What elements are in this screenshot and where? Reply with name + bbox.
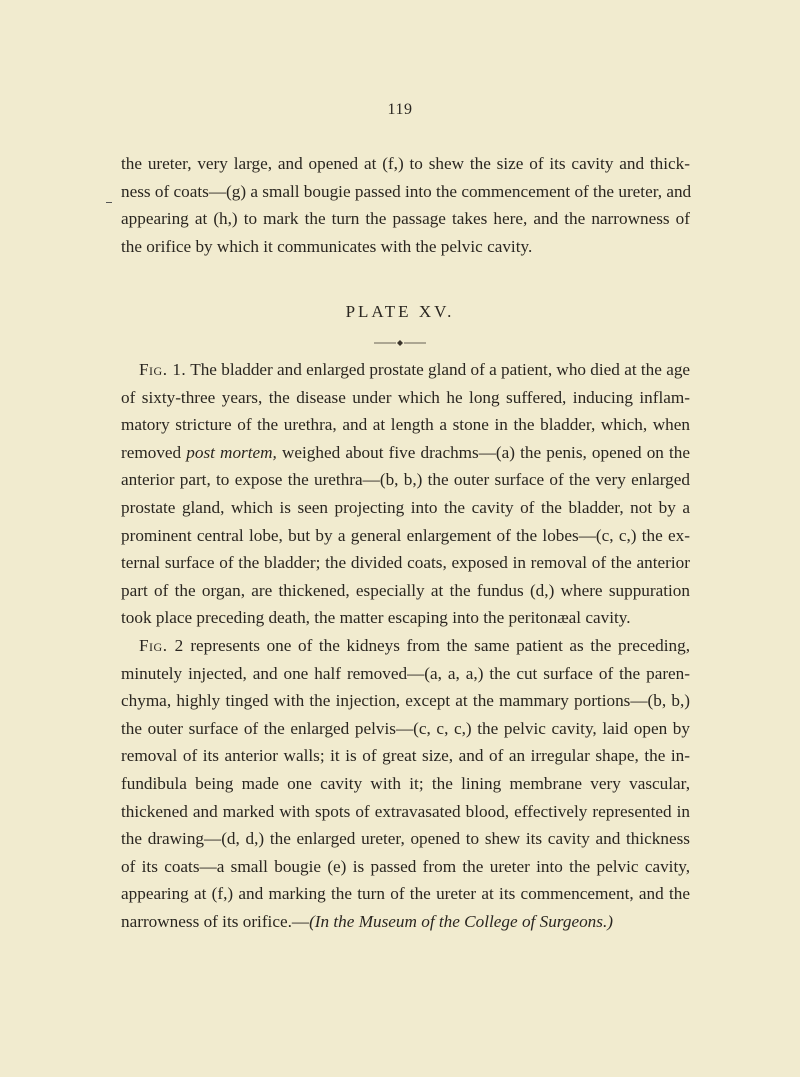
fig2-first-line — [121, 632, 690, 660]
margin-mark — [106, 202, 112, 203]
fig2-line1-text: represents one of the kidneys from the same patient as the preceding, — [183, 635, 690, 655]
text-line: fundibula being made one cavity with it; the lining membrane very vascular, — [121, 773, 690, 793]
fig1-first-line — [121, 356, 690, 384]
text-line: matory stricture of the urethra, and at length a stone in the bladder, which, when — [121, 415, 690, 435]
text-line: prostate gland, which is seen projecting into the cavity of the bladder, not by a — [121, 497, 690, 517]
text-line: removal of its anterior walls; it is of great size, and of an irregular shape, the in- — [121, 746, 690, 766]
text-line: of sixty-three years, the disease under which he long suffered, inducing inflam- — [121, 387, 690, 407]
text-line: minutely injected, and one half removed—(a, a, a,) the cut surface of the paren- — [121, 663, 690, 683]
museum-attribution: (In the Museum of the College of Surgeons.) — [309, 911, 613, 931]
text-line: the ureter, very large, and opened at (f,) to shew the size of its cavity and thick- — [121, 154, 690, 173]
ornament-divider — [372, 339, 428, 347]
text-line: appearing at (h,) to mark the turn the passage takes here, and the narrowness of — [121, 209, 690, 229]
plate-heading: PLATE XV. — [345, 302, 455, 321]
text-line: the orifice by which it communicates with the pelvic cavity. — [121, 236, 533, 256]
plate-description — [121, 356, 690, 935]
intro-paragraph — [121, 150, 690, 260]
text-line: appearing at (f,) and marking the turn of the ureter at its commencement, and the — [121, 884, 690, 904]
text-line: chyma, highly tinged with the injection, except at the mammary portions—(b, b,) — [121, 691, 690, 711]
fig2-label: Fig. 2 — [139, 635, 184, 655]
removed-rest: weighed about five drachms—(a) the penis, opened on the — [276, 442, 690, 462]
text-line: ness of coats—(g) a small bougie passed into the commencement of the ureter, and — [121, 181, 692, 201]
post-mortem-italic: post mortem, — [186, 442, 277, 462]
text-line: prominent central lobe, but by a general enlargement of the lobes—(c, c,) the ex- — [121, 525, 690, 545]
text-line: of its coats—a small bougie (e) is passed from the ureter into the pelvic cavity, — [121, 856, 690, 876]
text-line: took place preceding death, the matter escaping into the peritonæal cavity. — [121, 608, 631, 628]
text-line: anterior part, to expose the urethra—(b, b,) the outer surface of the very enlarged — [121, 470, 690, 490]
fig2-last-line — [121, 908, 690, 936]
text-line: ternal surface of the bladder; the divided coats, exposed in removal of the anterior — [121, 553, 690, 573]
text-line: the outer surface of the enlarged pelvis—(c, c, c,) the pelvic cavity, laid open by — [121, 718, 690, 738]
text-line: the drawing—(d, d,) the enlarged ureter, opened to shew its cavity and thickness — [121, 829, 690, 849]
orifice-text: narrowness of its orifice.— — [121, 911, 310, 931]
fig1-post-mortem-line — [121, 439, 690, 467]
page-number: 119 — [387, 101, 413, 118]
fig1-line1-text: The bladder and enlarged prostate gland of a patient, who died at the age — [186, 360, 691, 379]
removed-word: removed — [121, 442, 187, 462]
text-line: thickened and marked with spots of extravasated blood, effectively represented in — [121, 801, 690, 821]
text-line: part of the organ, are thickened, especially at the fundus (d,) where suppuration — [121, 580, 690, 600]
fig1-label: Fig. 1. — [139, 360, 187, 379]
